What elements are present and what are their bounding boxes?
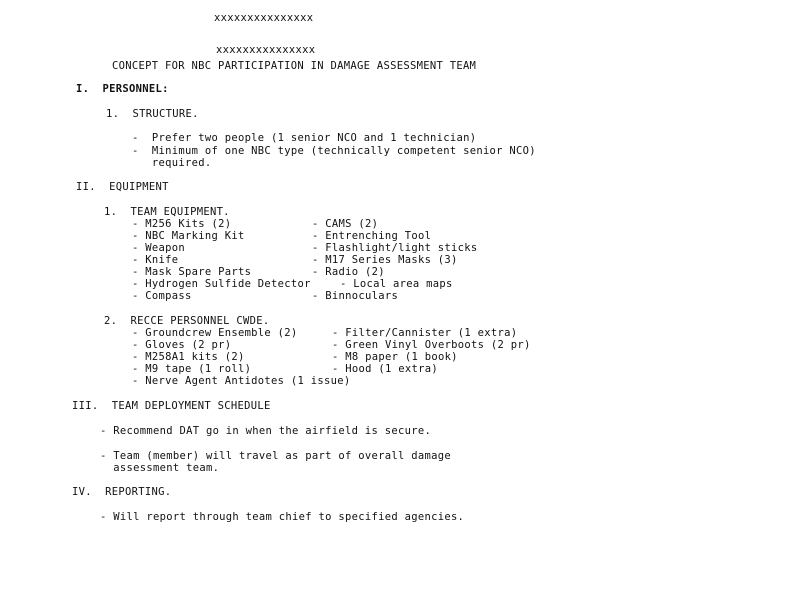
equipment-item: - Flashlight/light sticks bbox=[312, 242, 478, 254]
cwde-item: - Hood (1 extra) bbox=[332, 363, 438, 375]
classification-marking-bottom: xxxxxxxxxxxxxxx bbox=[216, 44, 316, 56]
section-heading-personnel: I. PERSONNEL: bbox=[76, 83, 169, 95]
section-heading-equipment: II. EQUIPMENT bbox=[76, 181, 169, 193]
equipment-item: - Local area maps bbox=[340, 278, 453, 290]
cwde-item: - Green Vinyl Overboots (2 pr) bbox=[332, 339, 531, 351]
cwde-item: - Nerve Agent Antidotes (1 issue) bbox=[132, 375, 351, 387]
list-item: - Team (member) will travel as part of overall damage bbox=[100, 450, 451, 462]
subsection-heading-structure: 1. STRUCTURE. bbox=[106, 108, 199, 120]
subsection-heading-team-equipment: 1. TEAM EQUIPMENT. bbox=[104, 206, 230, 218]
list-item: assessment team. bbox=[100, 462, 220, 474]
document-title: CONCEPT FOR NBC PARTICIPATION IN DAMAGE ASSESSMENT TEAM bbox=[112, 60, 477, 72]
cwde-item: - Gloves (2 pr) bbox=[132, 339, 232, 351]
equipment-item: - Binnoculars bbox=[312, 290, 399, 302]
equipment-item: - M256 Kits (2) bbox=[132, 218, 232, 230]
list-item: - Prefer two people (1 senior NCO and 1 technician) bbox=[132, 132, 477, 144]
equipment-item: - Entrenching Tool bbox=[312, 230, 432, 242]
cwde-item: - M9 tape (1 roll) bbox=[132, 363, 252, 375]
section-heading-reporting: IV. REPORTING. bbox=[72, 486, 172, 498]
list-item: required. bbox=[132, 157, 212, 169]
equipment-item: - Radio (2) bbox=[312, 266, 385, 278]
equipment-item: - Hydrogen Sulfide Detector bbox=[132, 278, 311, 290]
section-heading-deployment: III. TEAM DEPLOYMENT SCHEDULE bbox=[72, 400, 271, 412]
equipment-item: - Weapon bbox=[132, 242, 185, 254]
cwde-item: - M258A1 kits (2) bbox=[132, 351, 245, 363]
equipment-item: - Compass bbox=[132, 290, 192, 302]
subsection-heading-recce: 2. RECCE PERSONNEL CWDE. bbox=[104, 315, 270, 327]
list-item: - Recommend DAT go in when the airfield is secure. bbox=[100, 425, 432, 437]
cwde-item: - Groundcrew Ensemble (2) bbox=[132, 327, 298, 339]
list-item: - Minimum of one NBC type (technically competent senior NCO) bbox=[132, 145, 536, 157]
classification-marking-top: xxxxxxxxxxxxxxx bbox=[214, 12, 314, 24]
list-item: - Will report through team chief to specified agencies. bbox=[100, 511, 465, 523]
equipment-item: - NBC Marking Kit bbox=[132, 230, 245, 242]
cwde-item: - Filter/Cannister (1 extra) bbox=[332, 327, 518, 339]
cwde-item: - M8 paper (1 book) bbox=[332, 351, 458, 363]
equipment-item: - M17 Series Masks (3) bbox=[312, 254, 458, 266]
equipment-item: - Knife bbox=[132, 254, 179, 266]
equipment-item: - Mask Spare Parts bbox=[132, 266, 252, 278]
equipment-item: - CAMS (2) bbox=[312, 218, 379, 230]
